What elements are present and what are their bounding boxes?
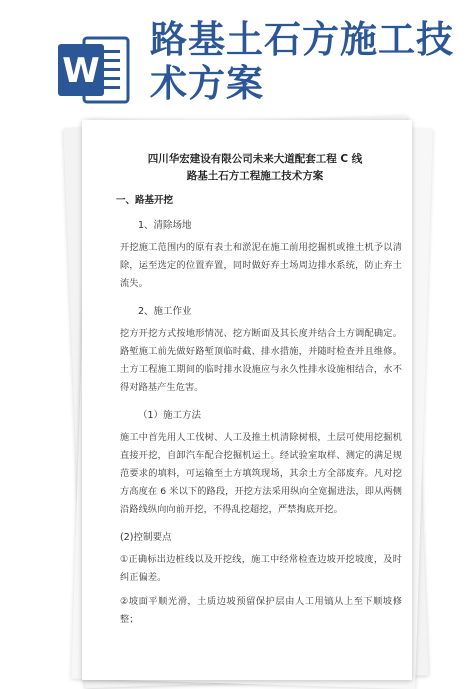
subheading-construction: 2、施工作业 xyxy=(138,306,192,317)
banner-title-line1: 路基土石方施工技 xyxy=(150,18,454,61)
banner xyxy=(0,0,474,118)
paragraph-control-1: ①正确标出边桩线以及开挖线，施工中经常检查边坡开挖坡度，及时纠正偏差。 xyxy=(120,554,402,583)
paragraph-construction: 挖方开挖方式按地形情况、挖方断面及其长度并结合土方调配确定。路堑施工前先做好路堑顶临时截、排水措施，并随时检查并且维修。土方工程施工期间的临时排水设施应与永久性排水设施相结合，水不得对路基产生危害。 xyxy=(120,328,402,393)
word-icon-letter: W xyxy=(62,51,100,91)
section-heading: 一、路基开挖 xyxy=(116,195,174,206)
banner-title xyxy=(150,18,460,106)
document-content xyxy=(116,152,402,629)
banner-title-line2: 术方案 xyxy=(150,62,264,105)
document-title-line1: 四川华宏建设有限公司未来大道配套工程 C 线 xyxy=(147,153,363,165)
subheading-method: （1）施工方法 xyxy=(138,410,202,421)
word-document-icon xyxy=(56,32,132,108)
document-title-line2: 路基土石方工程施工技术方案 xyxy=(186,170,324,182)
paragraph-clear-site: 开挖施工范围内的原有表土和淤泥在施工前用挖掘机或推土机予以清除，运至选定的位置弃置，同时做好弃土场周边排水系统，防止弃土流失。 xyxy=(120,242,402,289)
subheading-control-points: (2)控制要点 xyxy=(120,532,172,543)
paragraph-control-2: ②坡面平顺光滑，土质边坡预留保护层由人工用镐从上至下顺坡修整； xyxy=(120,596,402,625)
paragraph-method: 施工中首先用人工伐树、人工及推土机清除树根，土层可使用挖掘机直接开挖，自卸汽车配合挖掘机运土。经试验室取样、测定的满足规范要求的填料，可运输至土方填筑现场，其余土方全部废弃。凡对挖方高度在 6 米以下的路段，开挖方法采用纵向全宽掘进法，即从两侧沿路线纵向向前开挖，不得乱挖超挖，严禁掏底开挖。 xyxy=(120,432,402,515)
subheading-clear-site: 1、清除场地 xyxy=(138,220,192,231)
